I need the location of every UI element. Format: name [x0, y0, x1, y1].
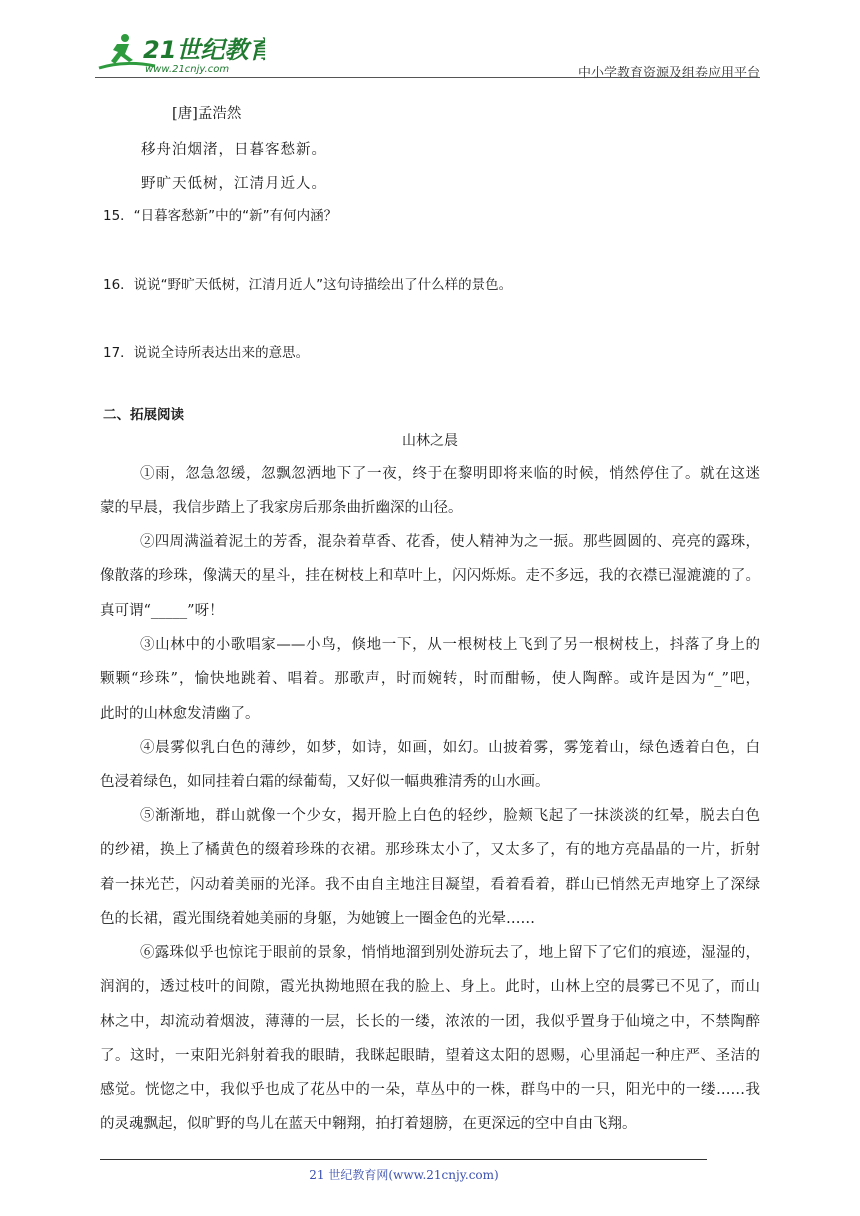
logo-graphic [95, 30, 265, 76]
paragraph-line: ③山林中的小歌唱家——小鸟，倏地一下，从一根树枝上飞到了另一根树枝上，抖落了身上的 [140, 637, 760, 653]
paragraph-line: 蒙的早晨，我信步踏上了我家房后那条曲折幽深的山径。 [100, 500, 463, 517]
section-heading: 二、拓展阅读 [103, 407, 184, 423]
paragraph-line: ⑥露珠似乎也惊诧于眼前的景象，悄悄地溜到别处游玩去了，地上留下了它们的痕迹，湿湿的， [140, 945, 760, 961]
article-title: 山林之晨 [402, 433, 458, 449]
paragraph-line: 感觉。恍惚之中，我似乎也成了花丛中的一朵，草丛中的一株，群鸟中的一只，阳光中的一缕……我 [100, 1082, 760, 1099]
paragraph-line: 的灵魂飘起，似旷野的鸟儿在蓝天中翱翔，拍打着翅膀，在更深远的空中自由飞翔。 [100, 1116, 637, 1133]
footer-link[interactable]: 21 世纪教育网(www.21cnjy.com) [309, 1168, 499, 1182]
paragraph-line: 此时的山林愈发清幽了。 [100, 705, 260, 722]
logo-main-text: 21世纪教育 [143, 36, 265, 64]
question-16: 16．说说“野旷天低树，江清月近人”这句诗描绘出了什么样的景色。 [103, 277, 513, 293]
poem-line-2: 野旷天低树，江清月近人。 [141, 176, 327, 192]
paragraph-line: 润润的，透过枝叶的间隙，霞光执拗地照在我的脸上、身上。此时，山林上空的晨雾已不见了，而山 [100, 979, 760, 996]
paragraph-4 [100, 731, 760, 800]
site-logo[interactable] [95, 30, 265, 76]
paragraph-1 [100, 457, 760, 526]
paragraph-line: ①雨，忽急忽缓，忽飘忽洒地下了一夜，终于在黎明即将来临的时候，悄然停住了。就在这迷 [140, 466, 760, 482]
question-15: 15．“日暮客愁新”中的“新”有何内涵？ [103, 208, 338, 224]
paragraph-line: ⑤渐渐地，群山就像一个少女，揭开脸上白色的轻纱，脸颊飞起了一抹淡淡的红晕，脱去白色 [140, 808, 760, 824]
logo-url-text: www.21cnjy.com [145, 64, 230, 75]
paragraph-line: 真可谓“_____”呀！ [100, 602, 224, 619]
header-divider [95, 77, 760, 78]
footer-divider [100, 1159, 707, 1160]
paragraph-line: ④晨雾似乳白色的薄纱，如梦，如诗，如画，如幻。山披着雾，雾笼着山，绿色透着白色，白 [140, 740, 760, 756]
paragraph-2 [100, 525, 760, 628]
question-17: 17．说说全诗所表达出来的意思。 [103, 345, 310, 361]
paragraph-5 [100, 799, 760, 936]
poem-author: [唐]孟浩然 [172, 106, 242, 122]
paragraph-line: 着一抹光芒，闪动着美丽的光泽。我不由自主地注目凝望，看着看着，群山已悄然无声地穿上了深绿 [100, 876, 760, 893]
paragraph-3 [100, 628, 760, 731]
header-platform-text: 中小学教育资源及组卷应用平台 [577, 66, 760, 81]
poem-line-1: 移舟泊烟渚，日暮客愁新。 [141, 142, 327, 158]
paragraph-line: 像散落的珍珠，像满天的星斗，挂在树枝上和草叶上，闪闪烁烁。走不多远，我的衣襟已湿漉漉的了。 [100, 568, 760, 585]
paragraph-line: 颗颗“珍珠”，愉快地跳着、唱着。那歌声，时而婉转，时而酣畅，使人陶醉。或许是因为“_”吧， [100, 671, 760, 688]
paragraph-line: 色浸着绿色，如同挂着白霜的绿葡萄，又好似一幅典雅清秀的山水画。 [100, 774, 550, 791]
page-header [95, 28, 760, 80]
paragraph-6 [100, 936, 760, 1142]
paragraph-line: 色的长裙，霞光围绕着她美丽的身躯，为她镀上一圈金色的光晕…… [100, 910, 535, 927]
paragraph-line: 林之中，却流动着烟波，薄薄的一层，长长的一缕，浓浓的一团，我似乎置身于仙境之中，不禁陶醉 [100, 1013, 760, 1030]
paragraph-line: 了。这时，一束阳光斜射着我的眼睛，我眯起眼睛，望着这太阳的恩赐，心里涌起一种庄严、圣洁的 [100, 1047, 760, 1064]
paragraph-line: ②四周满溢着泥土的芳香，混杂着草香、花香，使人精神为之一振。那些圆圆的、亮亮的露珠， [140, 534, 760, 550]
paragraph-line: 的纱裙，换上了橘黄色的缀着珍珠的衣裙。那珍珠太小了，又太多了，有的地方亮晶晶的一片，折射 [100, 842, 760, 859]
